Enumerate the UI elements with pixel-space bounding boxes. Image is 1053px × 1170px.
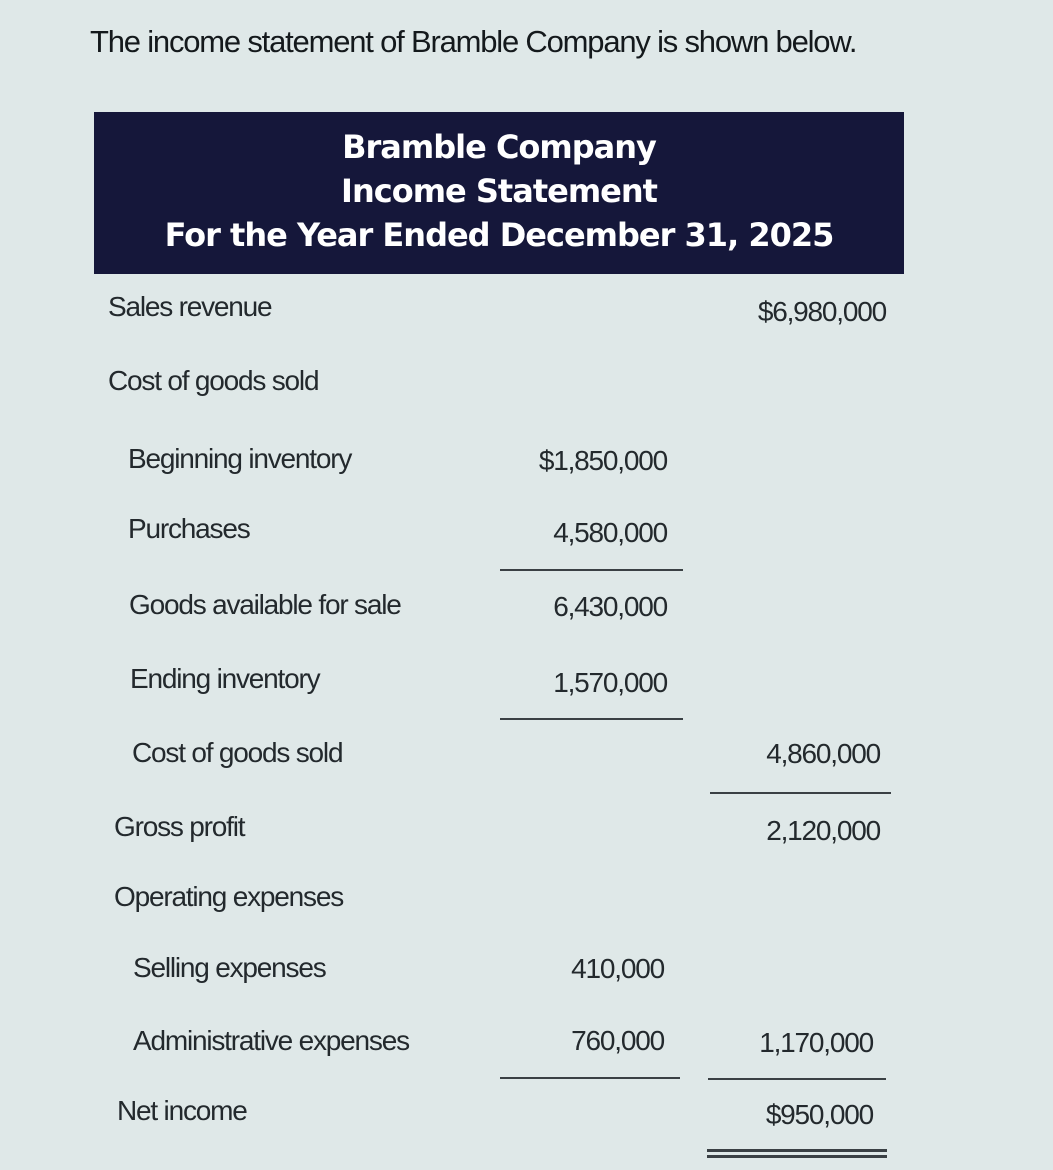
- sales-revenue-label: Sales revenue: [108, 291, 272, 322]
- purchases-underline: [500, 569, 683, 571]
- company-name: Bramble Company: [342, 128, 656, 166]
- ending-inventory-label: Ending inventory: [130, 663, 320, 694]
- gross-profit-amount: 2,120,000: [766, 815, 880, 846]
- total-operating-expenses: 1,170,000: [759, 1027, 873, 1058]
- net-income-label: Net income: [117, 1095, 247, 1126]
- intro-text: The income statement of Bramble Company is shown below.: [90, 24, 857, 59]
- statement-title: Income Statement: [341, 172, 657, 210]
- goods-available-label: Goods available for sale: [129, 589, 401, 620]
- cogs-total-amount: 4,860,000: [766, 738, 880, 769]
- net-income-double-underline-bottom: [707, 1155, 887, 1158]
- ending-inventory-underline: [500, 718, 683, 720]
- purchases-label: Purchases: [128, 513, 250, 544]
- admin-expenses-amount: 760,000: [571, 1025, 664, 1056]
- cogs-heading: Cost of goods sold: [108, 365, 319, 396]
- ending-inventory-amount: 1,570,000: [553, 667, 667, 698]
- sales-revenue-total: $6,980,000: [757, 296, 886, 327]
- cogs-total-label: Cost of goods sold: [132, 737, 343, 768]
- purchases-amount: 4,580,000: [553, 517, 667, 548]
- net-income-double-underline-top: [707, 1149, 887, 1152]
- beginning-inventory-amount: $1,850,000: [538, 445, 667, 476]
- admin-expenses-label: Administrative expenses: [133, 1025, 409, 1056]
- admin-expenses-underline: [500, 1077, 680, 1079]
- net-income-amount: $950,000: [765, 1099, 873, 1130]
- cogs-total-underline: [710, 792, 891, 794]
- selling-expenses-label: Selling expenses: [133, 952, 326, 983]
- selling-expenses-amount: 410,000: [571, 953, 664, 984]
- statement-header: [94, 112, 904, 274]
- total-opex-underline: [708, 1078, 886, 1080]
- statement-period: For the Year Ended December 31, 2025: [164, 216, 834, 254]
- beginning-inventory-label: Beginning inventory: [128, 443, 352, 474]
- goods-available-amount: 6,430,000: [553, 591, 667, 622]
- gross-profit-label: Gross profit: [114, 811, 245, 842]
- opex-heading: Operating expenses: [114, 881, 344, 912]
